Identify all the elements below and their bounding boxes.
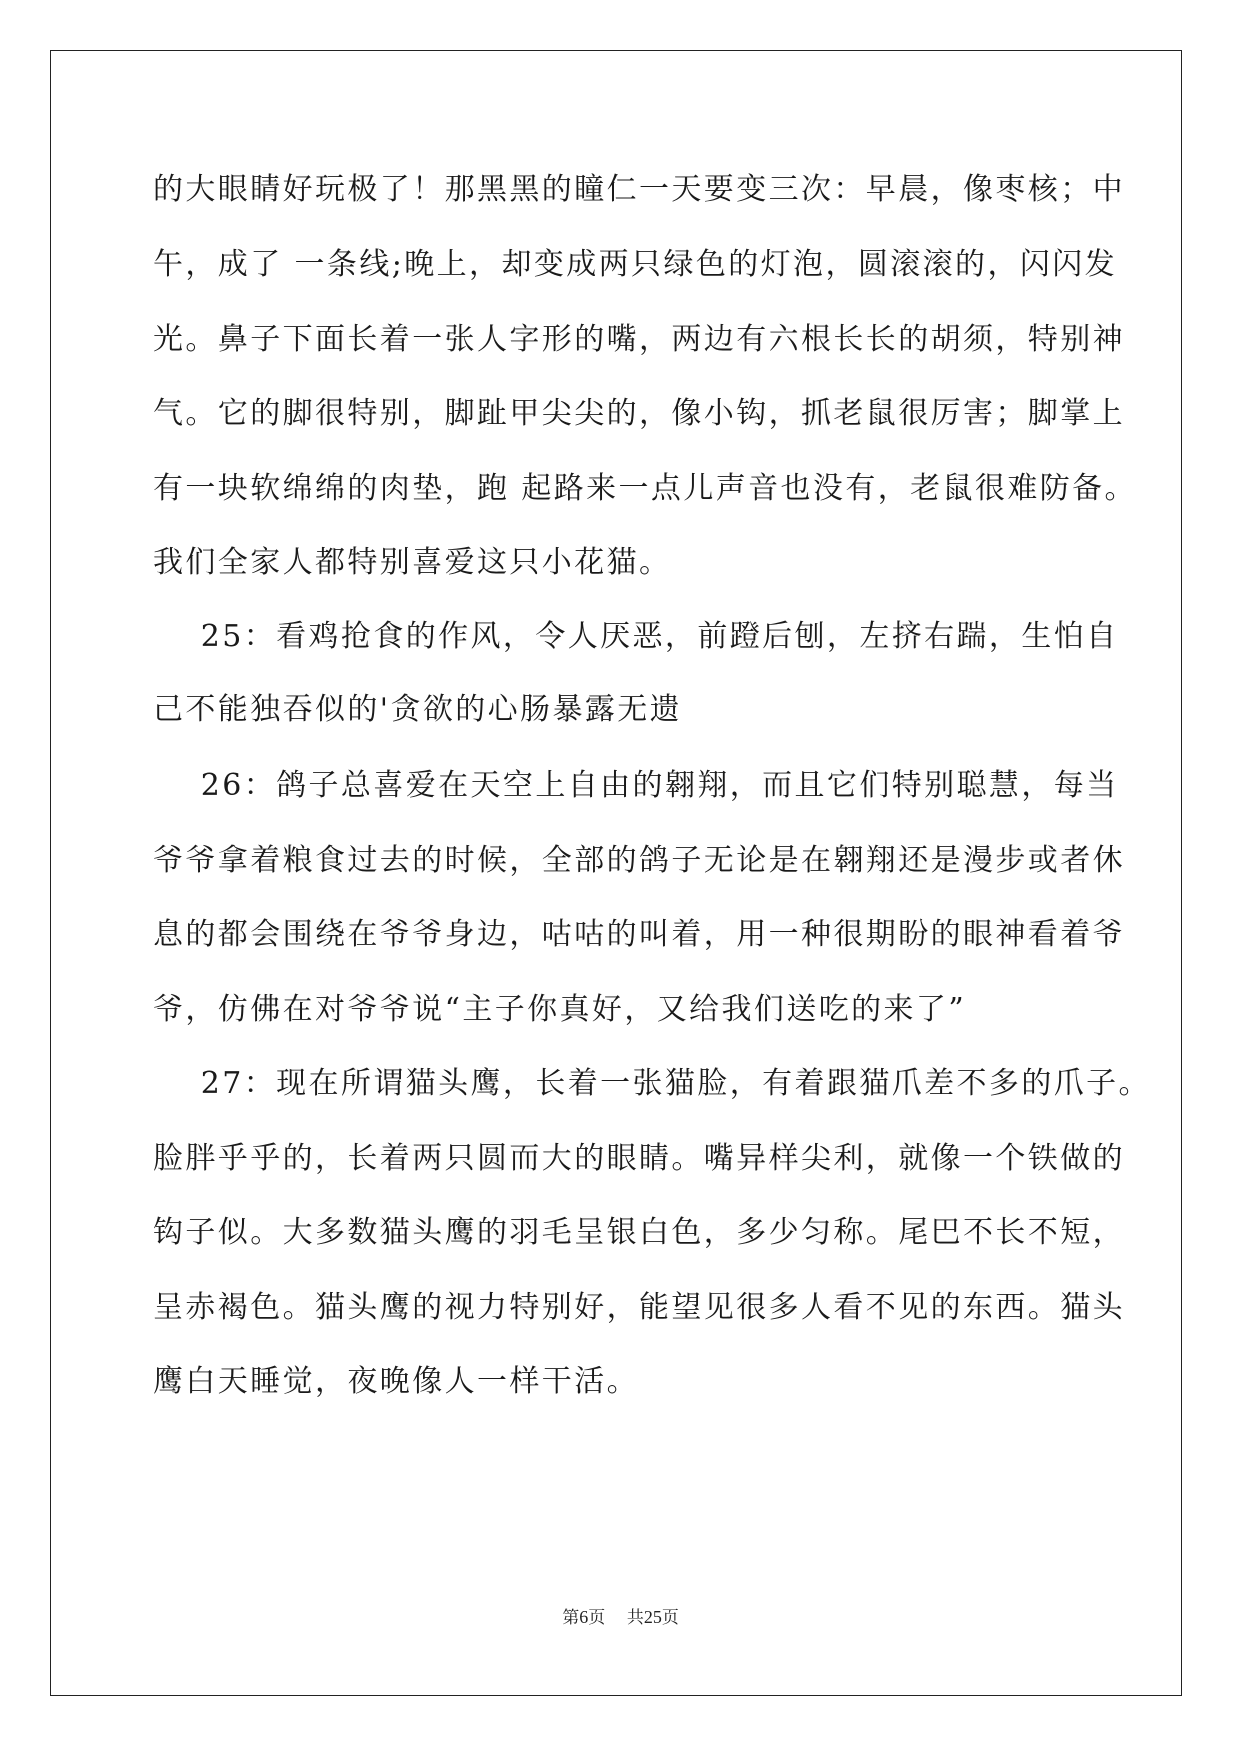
footer-page-unit: 页 xyxy=(588,1608,606,1628)
paragraph-25-line: 己不能独吞似的'贪欲的心肠暴露无遗 xyxy=(153,692,683,727)
footer-total-prefix: 共 xyxy=(626,1608,644,1628)
body-text-line: 午，成了 一条线;晚上，却变成两只绿色的灯泡，圆滚滚的，闪闪发 xyxy=(153,247,1118,282)
page-footer xyxy=(0,1603,1241,1628)
footer-prefix: 第 xyxy=(562,1608,580,1628)
paragraph-25-line: 25：看鸡抢食的作风，令人厌恶，前蹬后刨，左挤右踹，生怕自 xyxy=(153,619,1119,654)
page-number: 6 xyxy=(579,1607,589,1627)
body-text-line: 我们全家人都特别喜爱这只小花猫。 xyxy=(153,545,672,580)
body-text-line: 光。鼻子下面长着一张人字形的嘴，两边有六根长长的胡须，特别神 xyxy=(153,322,1125,357)
body-text-line: 气。它的脚很特别，脚趾甲尖尖的，像小钩，抓老鼠很厉害；脚掌上 xyxy=(153,396,1125,431)
body-text-line: 有一块软绵绵的肉垫，跑 起路来一点儿声音也没有，老鼠很难防备。 xyxy=(153,471,1137,506)
paragraph-26-line: 26：鸽子总喜爱在天空上自由的翱翔，而且它们特别聪慧，每当 xyxy=(153,768,1119,803)
paragraph-26-line: 息的都会围绕在爷爷身边，咕咕的叫着，用一种很期盼的眼神看着爷 xyxy=(153,917,1125,952)
body-text-line: 的大眼睛好玩极了！那黑黑的瞳仁一天要变三次：早晨，像枣核；中 xyxy=(153,172,1125,207)
total-pages: 25 xyxy=(643,1607,662,1627)
paragraph-26-line: 爷爷拿着粮食过去的时候，全部的鸽子无论是在翱翔还是漫步或者休 xyxy=(153,843,1125,878)
footer-total-unit: 页 xyxy=(661,1608,679,1628)
paragraph-27-line: 脸胖乎乎的，长着两只圆而大的眼睛。嘴异样尖利，就像一个铁做的 xyxy=(153,1141,1125,1176)
paragraph-27-line: 呈赤褐色。猫头鹰的视力特别好，能望见很多人看不见的东西。猫头 xyxy=(153,1290,1125,1325)
paragraph-27-line: 27：现在所谓猫头鹰，长着一张猫脸，有着跟猫爪差不多的爪子。 xyxy=(153,1066,1151,1101)
paragraph-27-line: 钩子似。大多数猫头鹰的羽毛呈银白色，多少匀称。尾巴不长不短， xyxy=(153,1215,1125,1250)
paragraph-26-line: 爷，仿佛在对爷爷说“主子你真好，又给我们送吃的来了” xyxy=(153,992,967,1027)
paragraph-27-line: 鹰白天睡觉，夜晚像人一样干活。 xyxy=(153,1364,639,1399)
